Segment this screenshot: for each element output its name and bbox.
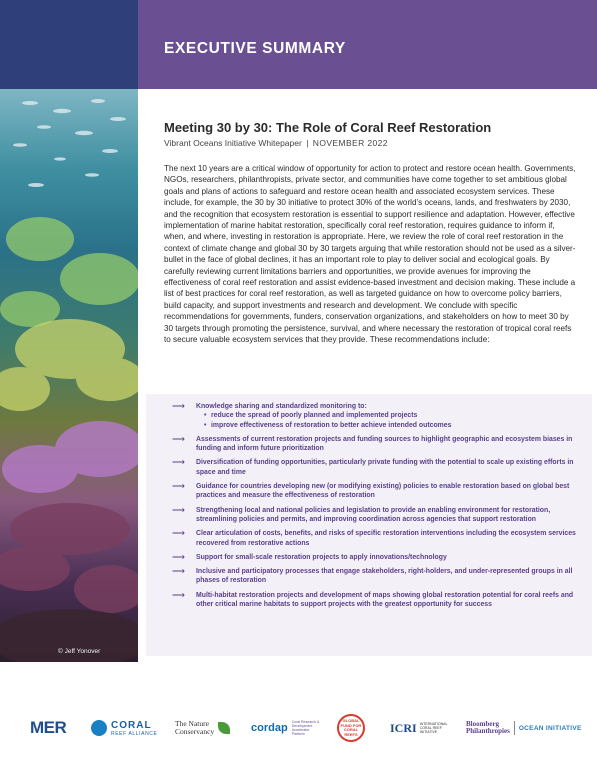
recommendation-text: Support for small-scale restoration projects to apply innovations/technology bbox=[196, 553, 447, 561]
recommendation-sublist bbox=[204, 411, 584, 430]
recommendation-subitem: • improve effectiveness of restoration to better achieve intended outcomes bbox=[204, 421, 584, 430]
recommendation-text: Knowledge sharing and standardized monitoring to: bbox=[196, 403, 367, 410]
recommendation-text: Multi-habitat restoration projects and development of maps showing global restoration potential for coral reefs and other critical marine habitats to support projects with the greatest opportunity for success bbox=[196, 591, 574, 609]
recommendation-item bbox=[146, 402, 592, 430]
bloomberg-ocean-logo bbox=[466, 716, 582, 740]
recommendation-item bbox=[146, 482, 592, 501]
bloomberg-line1: Bloomberg bbox=[466, 719, 500, 728]
arrow-right-icon: ⟶ bbox=[172, 481, 185, 492]
photo-credit: © Jeff Yonover bbox=[58, 648, 101, 655]
article-subtitle bbox=[164, 138, 388, 148]
coral-fish-icon bbox=[91, 720, 107, 736]
recommendations-box bbox=[146, 394, 592, 656]
gfcr-logo bbox=[337, 716, 365, 740]
coral-reef-illustration bbox=[0, 89, 138, 662]
section-title: EXECUTIVE SUMMARY bbox=[164, 40, 346, 57]
recommendation-text: Inclusive and participatory processes that engage stakeholders, right-holders, and under-represented groups in all phases of restoration bbox=[196, 568, 573, 585]
recommendation-subitem: • reduce the spread of poorly planned and implemented projects bbox=[204, 411, 584, 420]
arrow-right-icon: ⟶ bbox=[172, 589, 185, 600]
recommendation-item bbox=[146, 567, 592, 586]
recommendation-text: Strengthening local and national policies and legislation to provide an enabling environment for restoration, streamlining policies and permits, and improving coordination across agencies that support restoration bbox=[196, 506, 551, 523]
recommendation-item bbox=[146, 458, 592, 477]
footer-logos bbox=[0, 662, 597, 761]
nature-conservancy-logo bbox=[175, 716, 230, 740]
subtitle-separator: | bbox=[306, 138, 309, 148]
recommendation-item bbox=[146, 506, 592, 525]
recommendation-text: Assessments of current restoration projects and funding sources to highlight geographic and ecosystem biases in funding and inform future prioritization bbox=[196, 435, 573, 453]
arrow-right-icon: ⟶ bbox=[172, 551, 185, 562]
arrow-right-icon: ⟶ bbox=[172, 528, 185, 539]
mer-logo bbox=[30, 716, 66, 740]
tnc-line2: Conservancy bbox=[175, 727, 215, 736]
article-title: Meeting 30 by 30: The Role of Coral Reef Restoration bbox=[164, 120, 492, 135]
cordap-logo bbox=[251, 716, 320, 740]
bloomberg-line2: Philanthropies bbox=[466, 727, 510, 735]
recommendation-item bbox=[146, 553, 592, 562]
coral-logo-main: CORAL bbox=[111, 719, 152, 731]
gfcr-ring-text: GLOBAL FUND FOR CORAL REEFS bbox=[337, 714, 365, 742]
recommendation-item bbox=[146, 435, 592, 454]
header-band-left bbox=[0, 0, 138, 89]
arrow-right-icon: ⟶ bbox=[172, 566, 185, 577]
recommendations-list bbox=[146, 402, 592, 614]
recommendation-text: Guidance for countries developing new (or modifying existing) policies to enable restoration based on global best practices and measure the effectiveness of restoration bbox=[196, 483, 570, 500]
arrow-right-icon: ⟶ bbox=[172, 433, 185, 444]
coral-logo-sub: REEF ALLIANCE bbox=[111, 730, 158, 737]
tnc-line1: The Nature bbox=[175, 719, 209, 728]
subtitle-date: NOVEMBER 2022 bbox=[312, 138, 388, 148]
ocean-initiative-text: OCEAN INITIATIVE bbox=[518, 724, 582, 732]
recommendation-item bbox=[146, 529, 592, 548]
recommendation-text: Diversification of funding opportunities, particularly private funding with the potential to scale up existing efforts in space and time bbox=[196, 459, 574, 476]
subtitle-source: Vibrant Oceans Initiative Whitepaper bbox=[164, 138, 302, 148]
article-body: The next 10 years are a critical window of opportunity for action to protect and restore ocean health. Governments, NGOs, researchers, philanthropists, private sector, and communities have come together to set ambitious global goals and plans of actions to safeguard and restore ocean health and associated ecosystem services. These include, for example, the 30 by 30 initiative to protect 30% of the world’s oceans, lands, and freshwaters by 2030, and the recognition that ecosystem restoration is essential to support resilience and adaptation. However, effective implementation of marine habitat restoration, specifically coral reef restoration, requires guidance to inform if, when, and where, investing in restoration is appropriate. Here, we review the role of coral reef restoration in the context of climate change and global 30 by 30 targets arguing that while restoration should not be used as a silver-bullet in the face of global declines, it has an important role to play to deliver social and ecological goals. By carefully reviewing current limitations barriers and opportunities, we provide avenues for improving the effectiveness of coral reef restoration and assist evidence-based investment and decision making. These include a list of best practices for coral reef restoration, as well as targeted guidance on how to overcome policy barriers, build capacity, and support investments and research and development. We conclude with specific recommendations for governments, funders, conservation organizations, and stakeholders on how to meet 30 by 30 targets through promoting the persistence, survival, and where necessary the restoration of tropical coral reefs to secure valuable ecosystem services that they provide. These recommendations include: bbox=[164, 164, 576, 345]
logo-separator bbox=[514, 721, 515, 735]
icri-logo bbox=[390, 716, 446, 740]
arrow-right-icon: ⟶ bbox=[172, 401, 185, 411]
coral-reef-alliance-logo bbox=[91, 716, 157, 740]
coral-reef-photo bbox=[0, 89, 138, 662]
recommendation-item bbox=[146, 591, 592, 610]
arrow-right-icon: ⟶ bbox=[172, 504, 185, 515]
icri-small-text: INTERNATIONAL CORAL REEF INITIATIVE bbox=[419, 722, 448, 734]
mer-logo-text: MER bbox=[30, 718, 67, 737]
arrow-right-icon: ⟶ bbox=[172, 457, 185, 468]
cordap-text: cordap bbox=[251, 722, 288, 734]
recommendation-text: Clear articulation of costs, benefits, and risks of specific restoration interventions including the ecosystem services recovered from restorative actions bbox=[196, 530, 576, 547]
cordap-small-text: Coral Research & Development Accelerator Platform bbox=[291, 720, 320, 736]
icri-text: ICRI bbox=[390, 720, 417, 735]
leaf-icon bbox=[218, 722, 230, 734]
